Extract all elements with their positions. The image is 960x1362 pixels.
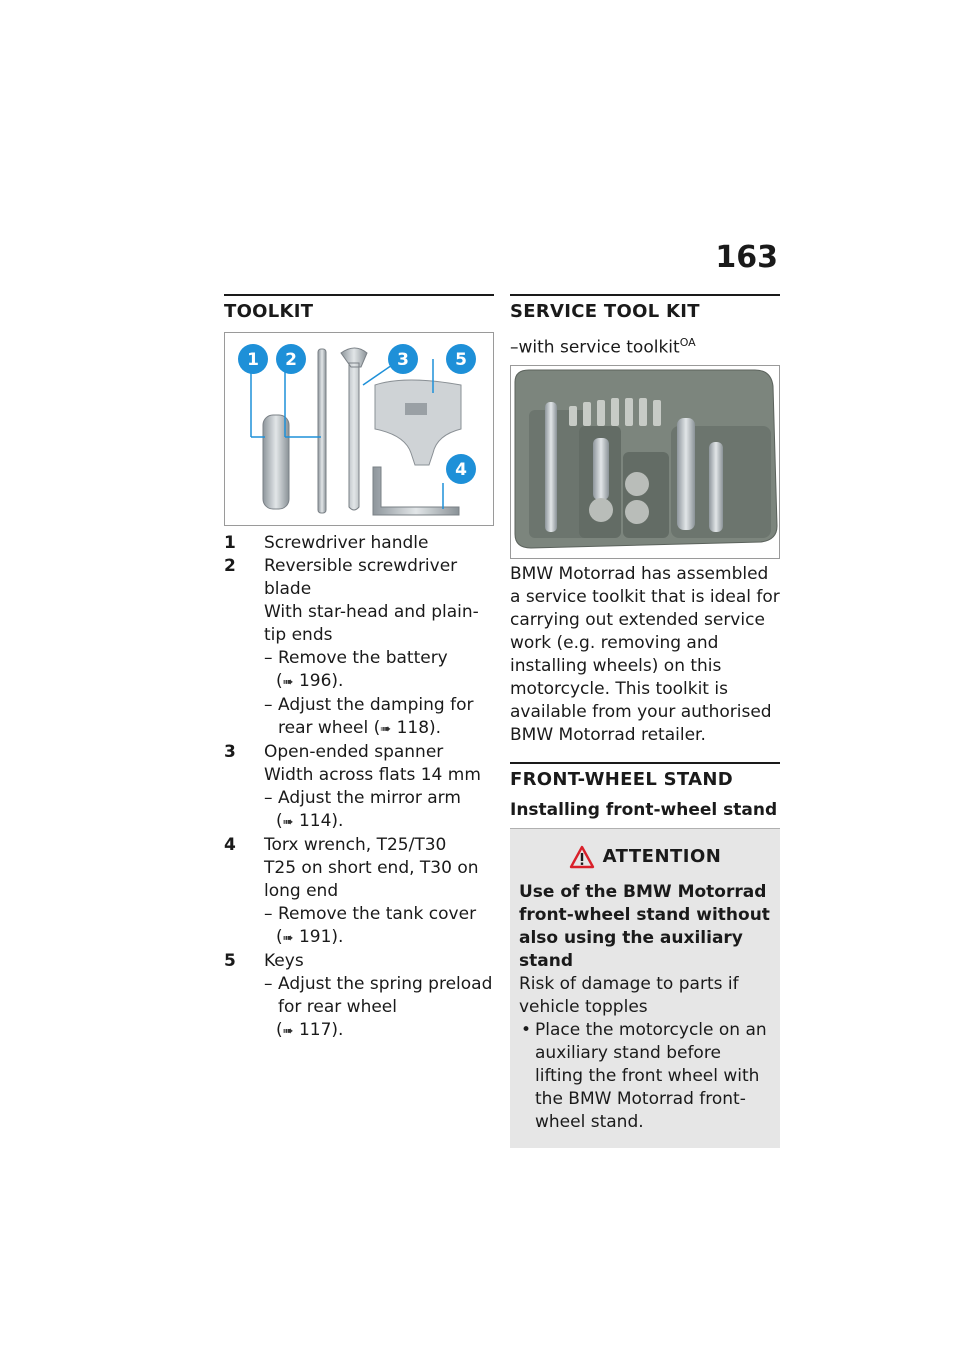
section-rule bbox=[510, 762, 780, 764]
torx-wrench-shape bbox=[373, 467, 459, 515]
legend-text: Screwdriver handle bbox=[264, 533, 429, 553]
legend-number: 4 bbox=[224, 835, 236, 855]
legend-item bbox=[224, 741, 494, 834]
legend-text: Width across flats 14 mm bbox=[264, 765, 481, 785]
page-reference-link[interactable]: (➠ 196). bbox=[276, 671, 344, 691]
arrow-right-icon: ➠ bbox=[282, 931, 294, 946]
svg-text:3: 3 bbox=[397, 350, 409, 370]
legend-text: T25 on short end, T30 on long end bbox=[264, 858, 479, 901]
attention-title: ATTENTION bbox=[602, 846, 722, 868]
figure-label-1 bbox=[238, 344, 268, 374]
toolkit-illustration bbox=[225, 333, 493, 525]
left-column bbox=[224, 294, 494, 1043]
page-number: 163 bbox=[715, 240, 778, 275]
figure-label-3 bbox=[388, 344, 418, 374]
procedure-step[interactable]: – Remove the tank cover bbox=[264, 903, 494, 926]
service-kit-subtitle: –with service toolkit$^{OA}$ bbox=[510, 336, 696, 358]
service-kit-heading: SERVICE TOOL KIT bbox=[510, 301, 700, 322]
page-reference-link[interactable]: (➠ 191). bbox=[276, 927, 344, 947]
page-reference-link[interactable]: (➠ 118). bbox=[373, 718, 442, 738]
attention-box bbox=[510, 828, 780, 1148]
figure-label-4 bbox=[446, 454, 476, 484]
service-kit-figure bbox=[510, 365, 780, 559]
procedure-step[interactable]: – Remove the battery bbox=[264, 647, 494, 670]
procedure-step[interactable]: – Adjust the damping for rear wheel (➠ 118). bbox=[264, 694, 494, 741]
legend-number: 1 bbox=[224, 533, 236, 553]
arrow-right-icon: ➠ bbox=[282, 815, 294, 830]
front-stand-heading: FRONT-WHEEL STAND bbox=[510, 768, 733, 790]
attention-bold-text: Use of the BMW Motorrad front-wheel stand without also using the auxiliary stand bbox=[519, 881, 770, 971]
toolkit-legend bbox=[224, 532, 494, 1043]
attention-header bbox=[519, 845, 771, 869]
warning-triangle-icon bbox=[569, 845, 595, 869]
arrow-right-icon: ➠ bbox=[380, 722, 392, 737]
arrow-right-icon: ➠ bbox=[282, 1024, 294, 1039]
key-plate-slot bbox=[405, 403, 427, 415]
page-reference-link[interactable]: (➠ 117). bbox=[276, 1020, 344, 1040]
legend-text: Open-ended spanner bbox=[264, 742, 444, 762]
page-reference-link[interactable]: (➠ 114). bbox=[276, 811, 344, 831]
legend-number: 3 bbox=[224, 742, 236, 762]
legend-item bbox=[224, 950, 494, 1043]
legend-text: With star-head and plain-tip ends bbox=[264, 602, 479, 645]
toolkit-heading: TOOLKIT bbox=[224, 301, 314, 322]
procedure-step[interactable]: – Adjust the mirror arm bbox=[264, 787, 494, 810]
section-rule bbox=[510, 294, 780, 296]
legend-item bbox=[224, 555, 494, 741]
legend-text: Reversible screwdriver blade bbox=[264, 556, 458, 599]
legend-number: 5 bbox=[224, 951, 236, 971]
legend-number: 2 bbox=[224, 556, 236, 576]
legend-text: Keys bbox=[264, 951, 304, 971]
attention-bullet: • Place the motorcycle on an auxiliary stand before lifting the front wheel with the BMW Motorrad front-wheel stand. bbox=[519, 1019, 771, 1134]
procedure-step[interactable]: – Adjust the spring preload for rear wheel bbox=[264, 973, 494, 1019]
service-kit-description: BMW Motorrad has assembled a service toolkit that is ideal for carrying out extended service work (e.g. removing and installing wheels) on this motorcycle. This toolkit is available from your authorised BMW Motorrad retailer. bbox=[510, 563, 780, 745]
toolkit-figure bbox=[224, 332, 494, 526]
legend-item bbox=[224, 532, 494, 555]
figure-label-2 bbox=[276, 344, 306, 374]
figure-label-5 bbox=[446, 344, 476, 374]
spanner-shape bbox=[341, 348, 367, 510]
legend-item bbox=[224, 834, 494, 950]
dash-icon: – bbox=[510, 337, 519, 358]
svg-text:4: 4 bbox=[455, 460, 467, 480]
section-rule bbox=[224, 294, 494, 296]
service-kit-illustration bbox=[511, 366, 779, 558]
key-plate-shape bbox=[375, 380, 461, 465]
attention-text: Risk of damage to parts if vehicle topples bbox=[519, 973, 739, 1017]
svg-text:1: 1 bbox=[247, 350, 259, 370]
right-column bbox=[510, 294, 780, 1148]
screwdriver-blade-shape bbox=[318, 349, 326, 513]
arrow-right-icon: ➠ bbox=[282, 675, 294, 690]
svg-text:5: 5 bbox=[455, 350, 467, 370]
front-stand-subheading: Installing front-wheel stand bbox=[510, 799, 778, 820]
svg-text:2: 2 bbox=[285, 350, 297, 370]
legend-text: Torx wrench, T25/T30 bbox=[264, 835, 447, 855]
